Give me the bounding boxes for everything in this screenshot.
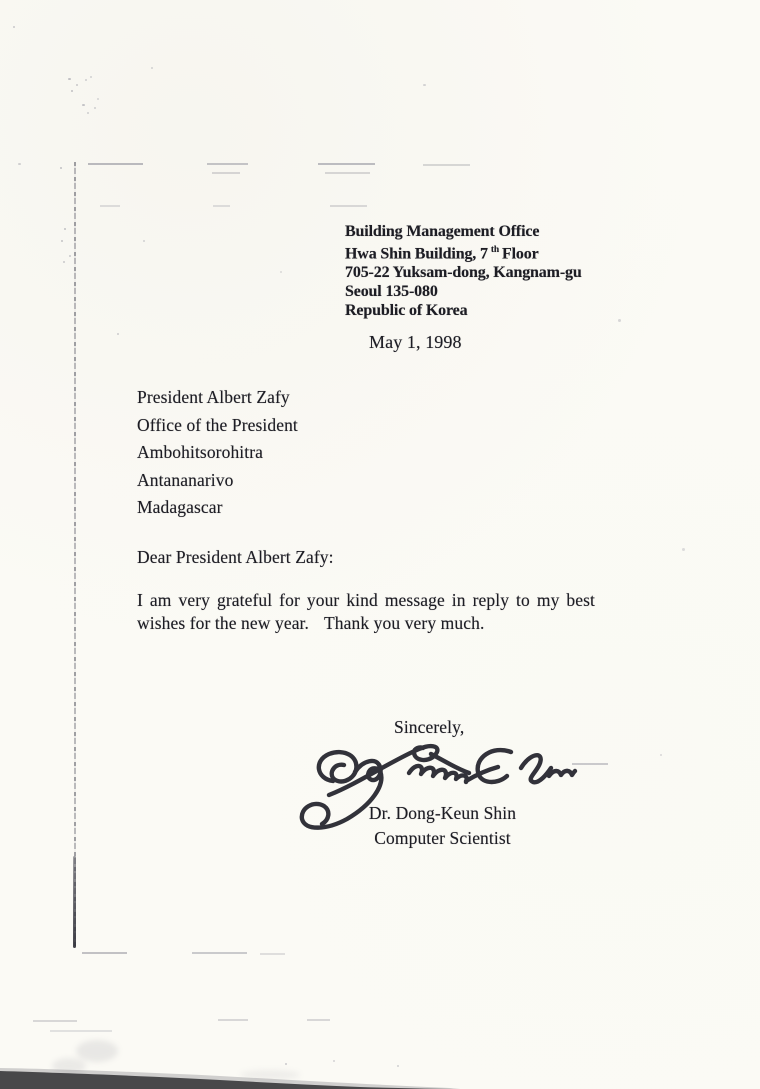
body-line <box>137 612 595 635</box>
scan-speck <box>63 261 65 263</box>
scan-artifact-vertical-fold-line <box>74 162 76 946</box>
scan-speck <box>82 104 85 106</box>
scan-speck <box>76 84 78 86</box>
scan-artifact-dash <box>330 205 367 207</box>
scan-artifact-dash <box>50 1030 112 1032</box>
scan-speck <box>87 112 89 114</box>
sender-address-block <box>345 222 582 320</box>
signature-block <box>340 801 545 850</box>
scan-speck <box>18 163 21 165</box>
scan-artifact-dash <box>88 163 143 165</box>
scan-speck <box>94 107 96 109</box>
scan-artifact-dash <box>423 164 470 166</box>
scan-speck <box>117 333 119 335</box>
body-sentence-start: Thank you very much. <box>324 613 485 633</box>
scan-artifact-dash <box>218 1019 248 1021</box>
body-line: I am very grateful for your kind message in reply to my best <box>137 590 595 610</box>
scan-artifact-dash <box>213 205 230 207</box>
scan-speck <box>97 98 99 100</box>
scan-artifact-dash <box>325 172 370 174</box>
scan-speck <box>71 90 73 92</box>
sender-line-suffix: Floor <box>502 245 539 263</box>
scan-artifact-dash <box>307 1019 330 1021</box>
date-line: May 1, 1998 <box>369 332 462 352</box>
scan-shadow-bottom-edge <box>0 1055 760 1089</box>
recipient-line: Ambohitsorohitra <box>137 442 264 463</box>
scan-artifact-dash <box>318 163 375 165</box>
scan-speck <box>64 228 66 230</box>
scan-speck <box>68 78 71 80</box>
scan-artifact-dash <box>100 205 120 207</box>
scan-artifact-dash <box>260 953 285 955</box>
scan-speck <box>151 67 153 69</box>
sender-line: Building Management Office <box>345 223 540 240</box>
scan-speck <box>13 26 15 28</box>
recipient-address-block <box>137 384 298 522</box>
closing-salutation: Sincerely, <box>394 717 465 737</box>
scan-artifact-dash <box>192 952 247 954</box>
recipient-line: Madagascar <box>137 497 223 518</box>
sender-line-superscript: th <box>490 245 500 255</box>
sender-line: Republic of Korea <box>345 302 468 320</box>
scan-speck <box>618 319 621 322</box>
sender-line: 705-22 Yuksam-dong, Kangnam-gu <box>345 264 582 282</box>
scan-speck <box>85 79 87 81</box>
sender-line <box>345 241 582 263</box>
sender-line: Seoul 135-080 <box>345 283 438 301</box>
scan-speck <box>143 240 145 242</box>
recipient-line: President Albert Zafy <box>137 387 290 407</box>
scan-artifact-dash <box>207 163 248 165</box>
scan-speck <box>280 271 282 273</box>
scan-speck <box>90 76 92 78</box>
scan-artifact-dash <box>82 952 127 954</box>
signature-title: Computer Scientist <box>374 827 511 848</box>
scan-speck <box>69 255 71 257</box>
scan-artifact-dash <box>33 1020 77 1022</box>
scan-speck <box>61 240 63 242</box>
recipient-line: Antananarivo <box>137 469 234 490</box>
scan-artifact-vertical-fold-line-dark <box>73 856 76 948</box>
salutation: Dear President Albert Zafy: <box>137 547 334 567</box>
scan-speck <box>60 167 62 169</box>
body-sentence-end: wishes for the new year. <box>137 613 309 633</box>
sender-line-prefix: Hwa Shin Building, 7 <box>345 245 488 263</box>
body-paragraph <box>137 589 595 635</box>
scan-artifact-dash <box>212 172 240 174</box>
signature-name: Dr. Dong-Keun Shin <box>368 803 517 823</box>
scan-speck <box>660 754 662 756</box>
scan-speck <box>682 548 685 551</box>
recipient-line: Office of the President <box>137 414 298 435</box>
scan-speck <box>423 84 426 86</box>
